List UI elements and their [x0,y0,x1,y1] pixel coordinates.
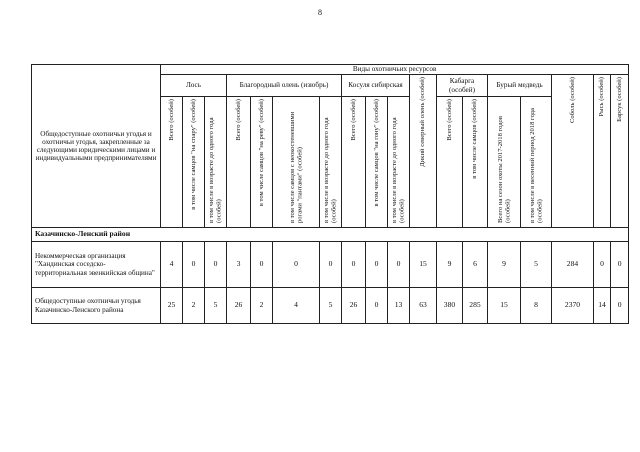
cell: 0 [273,242,320,288]
cell: 2370 [552,288,594,324]
col-header: в том числе самцов "на гону" (особей) [366,97,388,228]
cell: 0 [611,242,629,288]
cell: 9 [437,242,463,288]
cell: 0 [342,242,366,288]
col-header: в том числе в возрасте до одного года (особей) [205,97,227,228]
group-musk: Кабарга (особей) [437,75,488,97]
cell: 285 [463,288,488,324]
cell: 13 [388,288,410,324]
col-header: в том числе в весенний период 2018 года (особей) [521,97,552,228]
col-header: Всего (особей) [227,97,251,228]
cell: 0 [366,288,388,324]
col-header: Барсук (особей) [611,75,629,228]
col-header: в том числе в возрасте до одного года (особей) [388,97,410,228]
cell: 3 [227,242,251,288]
cell: 284 [552,242,594,288]
cell: 14 [594,288,611,324]
col-header: Всего (особей) [437,97,463,228]
cell: 5 [205,288,227,324]
col-header: в том числе самцов (особей) [463,97,488,228]
page-number: 8 [318,8,322,17]
cell: 26 [227,288,251,324]
col-header: Всего на сезон охоты 2017-2018 годов (особей) [488,97,521,228]
group-bear: Бурый медведь [488,75,552,97]
cell: 0 [388,242,410,288]
cell: 0 [320,242,342,288]
col-header: Рысь (особей) [594,75,611,228]
row-name: Общедоступные охотничьи угодья Казачинско-Ленского района [32,288,161,324]
org-column-header: Общедоступные охотничьи угодья и охотничьи угодья, закрепленные за следующими юридическими лицами и индивидуальными предпринимателями [32,65,161,228]
table-row [32,288,629,324]
group-roe: Косуля сибирская [342,75,410,97]
cell: 0 [366,242,388,288]
cell: 15 [488,288,521,324]
cell: 2 [251,288,273,324]
cell: 25 [161,288,183,324]
cell: 26 [342,288,366,324]
group-deer: Благородный олень (изюбрь) [227,75,342,97]
cell: 15 [410,242,437,288]
table-row [32,242,629,288]
group-moose: Лось [161,75,227,97]
col-header: в том числе самцов "на реву" (особей) [251,97,273,228]
cell: 0 [611,288,629,324]
col-header: Всего (особей) [161,97,183,228]
cell: 0 [594,242,611,288]
col-header: в том числе самцов "на спару" (особей) [183,97,205,228]
hunting-resources-table [31,64,629,324]
resources-header: Виды охотничьих ресурсов [161,65,629,75]
cell: 5 [521,242,552,288]
cell: 6 [463,242,488,288]
cell: 0 [205,242,227,288]
cell: 4 [273,288,320,324]
col-header: Соболь (особей) [552,75,594,228]
cell: 380 [437,288,463,324]
cell: 0 [183,242,205,288]
cell: 63 [410,288,437,324]
cell: 8 [521,288,552,324]
region-title: Казачинско-Ленский район [32,228,629,242]
col-header: Дикий северный олень (особей) [410,75,437,228]
col-header: в том числе самцов с неокостеневшими рогами "пантами" (особей) [273,97,320,228]
cell: 4 [161,242,183,288]
row-name: Некоммерческая организация "Хандинская соседско-территориальная эвенкийская община" [32,242,161,288]
cell: 2 [183,288,205,324]
cell: 0 [251,242,273,288]
cell: 5 [320,288,342,324]
col-header: в том числе в возрасте до одного года (особей) [320,97,342,228]
col-header: Всего (особей) [342,97,366,228]
cell: 9 [488,242,521,288]
